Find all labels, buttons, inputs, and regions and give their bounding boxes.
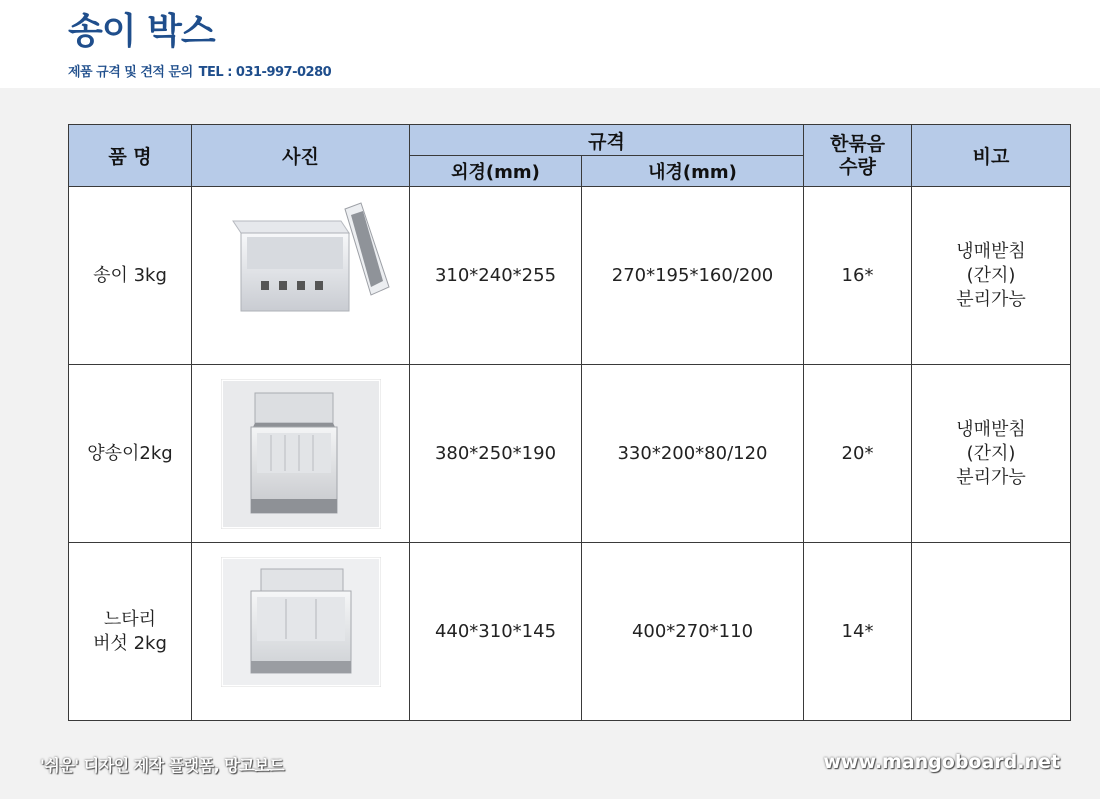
header-photo: 사진	[192, 125, 410, 187]
note	[912, 543, 1071, 721]
foam-box-top-view-icon	[221, 379, 381, 529]
note-line3: 분리가능	[956, 466, 1026, 488]
outer-dimension: 380*250*190	[410, 365, 582, 543]
table-row	[69, 543, 1071, 721]
note	[912, 187, 1071, 365]
product-photo-cell	[192, 365, 410, 543]
header-note: 비고	[912, 125, 1071, 187]
product-name	[69, 543, 192, 721]
note-line2: (간지)	[966, 264, 1016, 286]
product-name-line1: 송이 3kg	[93, 264, 167, 286]
inner-dimension: 270*195*160/200	[582, 187, 804, 365]
bundle-quantity: 20*	[804, 365, 912, 543]
header-bundle	[804, 125, 912, 187]
bundle-quantity: 14*	[804, 543, 912, 721]
outer-dimension: 310*240*255	[410, 187, 582, 365]
table-row	[69, 365, 1071, 543]
note-line2: (간지)	[966, 442, 1016, 464]
inner-dimension: 330*200*80/120	[582, 365, 804, 543]
footer-tagline: '쉬운' 디자인 제작 플랫폼, 망고보드	[40, 756, 285, 775]
note-line1: 냉매받침	[956, 418, 1026, 440]
foam-box-open-lid-icon	[221, 201, 381, 351]
inner-dimension: 400*270*110	[582, 543, 804, 721]
product-name	[69, 365, 192, 543]
note-line1: 냉매받침	[956, 240, 1026, 262]
page-header	[0, 0, 1100, 88]
header-spec: 규격	[410, 125, 804, 156]
note	[912, 365, 1071, 543]
product-spec-table	[68, 124, 1071, 721]
header-name: 품 명	[69, 125, 192, 187]
page-title: 송이 박스	[68, 11, 215, 52]
bundle-quantity: 16*	[804, 187, 912, 365]
note-line3: 분리가능	[956, 288, 1026, 310]
contact-line	[68, 61, 331, 80]
header-inner: 내경(mm)	[582, 156, 804, 187]
footer-url[interactable]: www.mangoboard.net	[823, 751, 1060, 773]
product-name	[69, 187, 192, 365]
outer-dimension: 440*310*145	[410, 543, 582, 721]
product-photo-cell	[192, 543, 410, 721]
product-name-line1: 양송이2kg	[87, 442, 173, 464]
inquiry-text: 제품 규격 및 견적 문의	[68, 65, 193, 80]
product-name-line2: 버섯 2kg	[93, 632, 167, 654]
product-photo-cell	[192, 187, 410, 365]
phone-number: TEL : 031-997-0280	[198, 65, 332, 80]
header-bundle-line1: 한묶음	[829, 132, 886, 155]
header-bundle-line2: 수량	[839, 155, 876, 178]
product-name-line1: 느타리	[103, 608, 157, 630]
header-outer: 외경(mm)	[410, 156, 582, 187]
foam-box-divided-icon	[221, 557, 381, 707]
table-row	[69, 187, 1071, 365]
